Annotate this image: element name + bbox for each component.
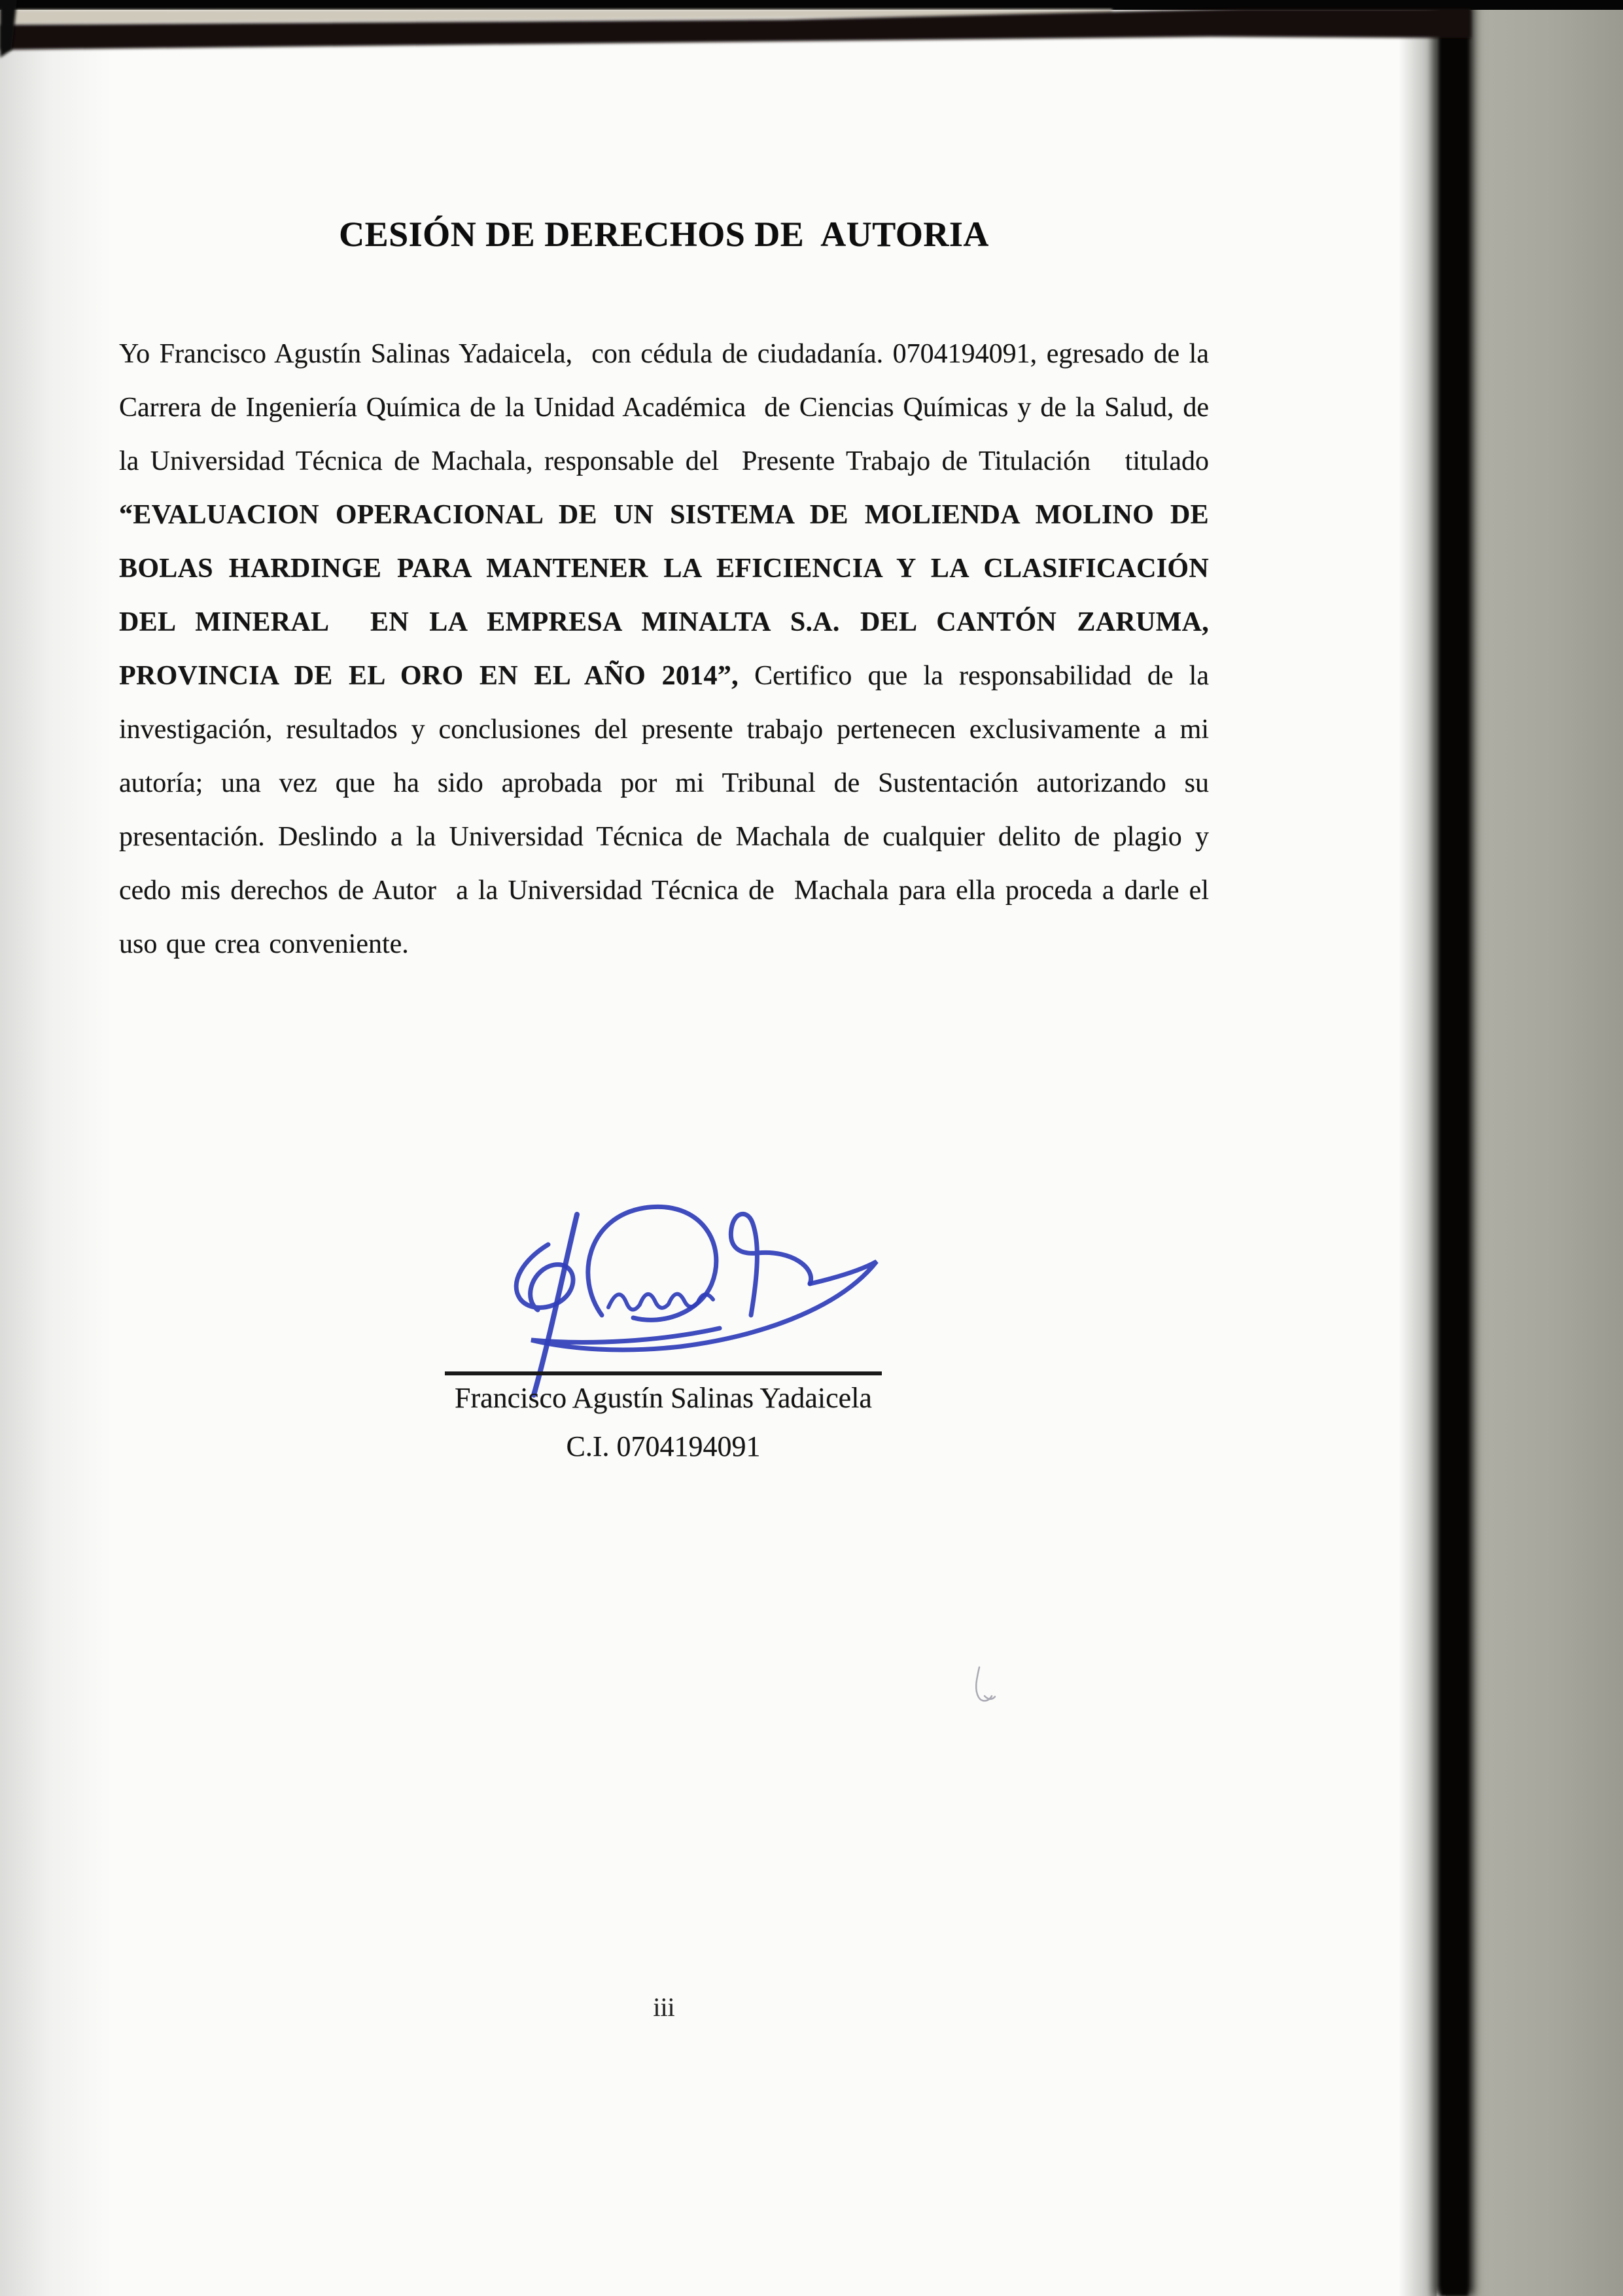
signature-block xyxy=(402,1379,925,1466)
signatory-name: Francisco Agustín Salinas Yadaicela xyxy=(455,1382,872,1414)
body-text-closing: Certifico que la responsabilidad de la investigación, resultados y conclusiones del presente trabajo pertenecen exclusivamente a mi autoría; una vez que ha sido aprobada por mi Tribunal de Sustentación autorizando su presentación. Deslindo a la Universidad Técnica de Machala de cualquier delito de plagio y cedo mis derechos de Autor a la Universidad Técnica de Machala para ella proceda a darle el uso que crea conveniente. xyxy=(119,661,1209,959)
signatory-id-number: C.I. 0704194091 xyxy=(566,1430,761,1462)
body-paragraph xyxy=(119,327,1209,971)
document-title: CESIÓN DE DERECHOS DE AUTORIA xyxy=(339,215,989,254)
body-text-opening: Yo Francisco Agustín Salinas Yadaicela, con cédula de ciudadanía. 0704194091, egresado de la Carrera de Ingeniería Química de la Unidad Académica de Ciencias Químicas y de la Salud, de la Universidad Técnica de Machala, responsable del Presente Trabajo de Titulación titulado xyxy=(119,339,1209,476)
thesis-title-bold: “EVALUACION OPERACIONAL DE UN SISTEMA DE MOLIENDA MOLINO DE BOLAS HARDINGE PARA MANTENER LA EFICIENCIA Y LA CLASIFICACIÓN DEL MINERAL EN LA EMPRESA MINALTA S.A. DEL CANTÓN ZARUMA, PROVINCIA DE EL ORO EN EL AÑO 2014”, xyxy=(119,500,1209,691)
page-number: iii xyxy=(653,1992,675,2022)
signature-line xyxy=(445,1371,882,1375)
stray-ink-mark xyxy=(962,1655,1014,1721)
